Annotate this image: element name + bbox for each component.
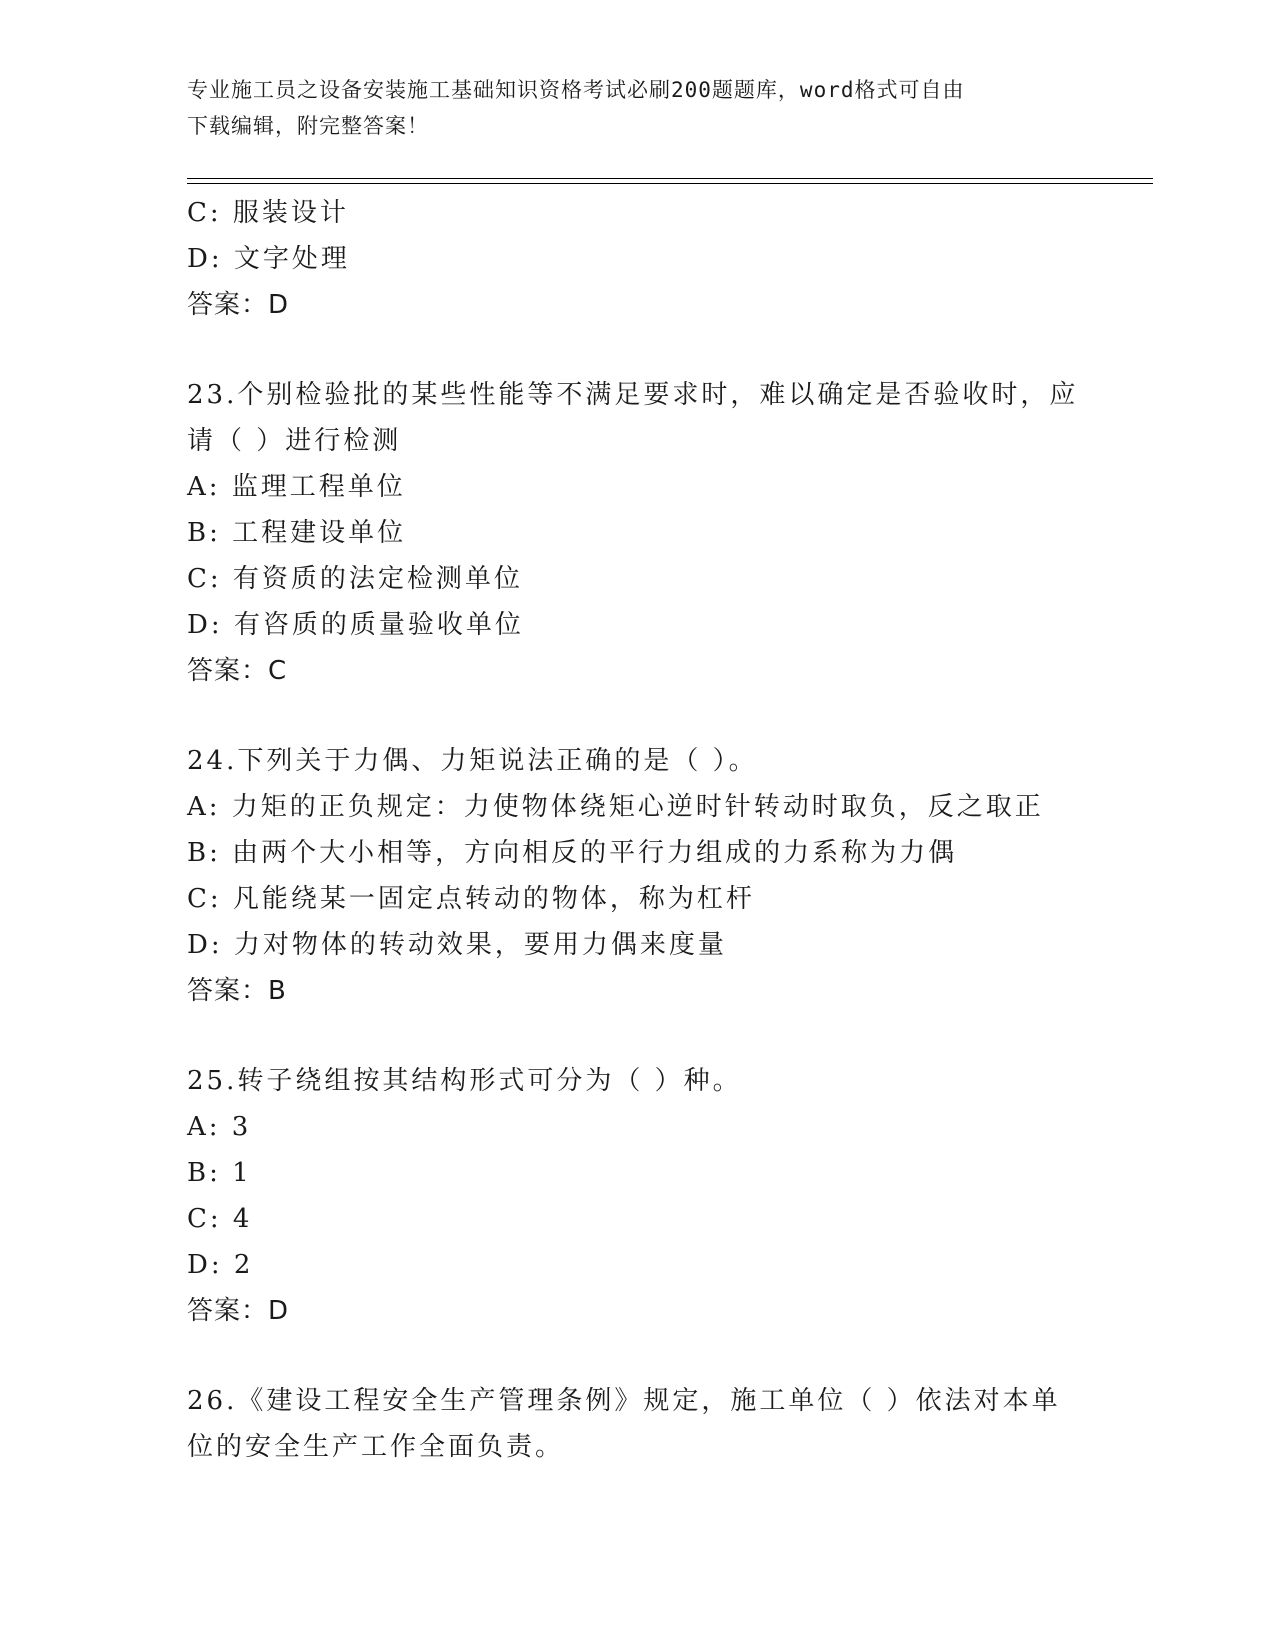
option-b: B: 工程建设单位 [187,518,407,548]
question-25 [187,1058,1107,1334]
option-d: D: 有咨质的质量验收单位 [187,610,524,640]
option-b: B: 1 [187,1158,252,1188]
answer-line: 答案：B [187,976,287,1006]
option-c: C: 4 [187,1204,253,1234]
answer-line: 答案：D [187,290,290,320]
question-22-tail [187,190,1107,328]
question-stem-line-1: 24.下列关于力偶、力矩说法正确的是（ ）。 [187,746,758,776]
answer-line: 答案：D [187,1296,290,1326]
option-a: A: 监理工程单位 [187,472,406,502]
question-stem-line-2: 请（ ）进行检测 [187,426,402,456]
page-header [187,72,1067,144]
option-d: D: 力对物体的转动效果，要用力偶来度量 [187,930,727,960]
option-a: A: 力矩的正负规定：力使物体绕矩心逆时针转动时取负，反之取正 [187,792,1044,822]
option-c: C: 凡能绕某一固定点转动的物体，称为杠杆 [187,884,755,914]
question-stem-line-1: 25.转子绕组按其结构形式可分为（ ）种。 [187,1066,742,1096]
question-list [187,190,1107,1470]
option-c: C: 服装设计 [187,198,349,228]
header-title-line-1: 专业施工员之设备安装施工基础知识资格考试必刷200题题库，word格式可自由 [187,78,965,102]
header-divider-bottom [187,183,1153,184]
question-23 [187,372,1107,694]
header-title-line-2: 下载编辑，附完整答案！ [187,114,429,138]
header-divider-top [187,178,1153,179]
question-stem-line-1: 26.《建设工程安全生产管理条例》规定，施工单位（ ）依法对本单 [187,1386,1061,1416]
option-b: B: 由两个大小相等，方向相反的平行力组成的力系称为力偶 [187,838,958,868]
option-a: A: 3 [187,1112,252,1142]
question-stem-line-2: 位的安全生产工作全面负责。 [187,1432,565,1462]
option-d: D: 文字处理 [187,244,350,274]
option-c: C: 有资质的法定检测单位 [187,564,523,594]
option-d: D: 2 [187,1250,254,1280]
answer-line: 答案：C [187,656,288,686]
question-24 [187,738,1107,1014]
question-stem-line-1: 23.个别检验批的某些性能等不满足要求时，难以确定是否验收时，应 [187,380,1079,410]
question-26 [187,1378,1107,1470]
